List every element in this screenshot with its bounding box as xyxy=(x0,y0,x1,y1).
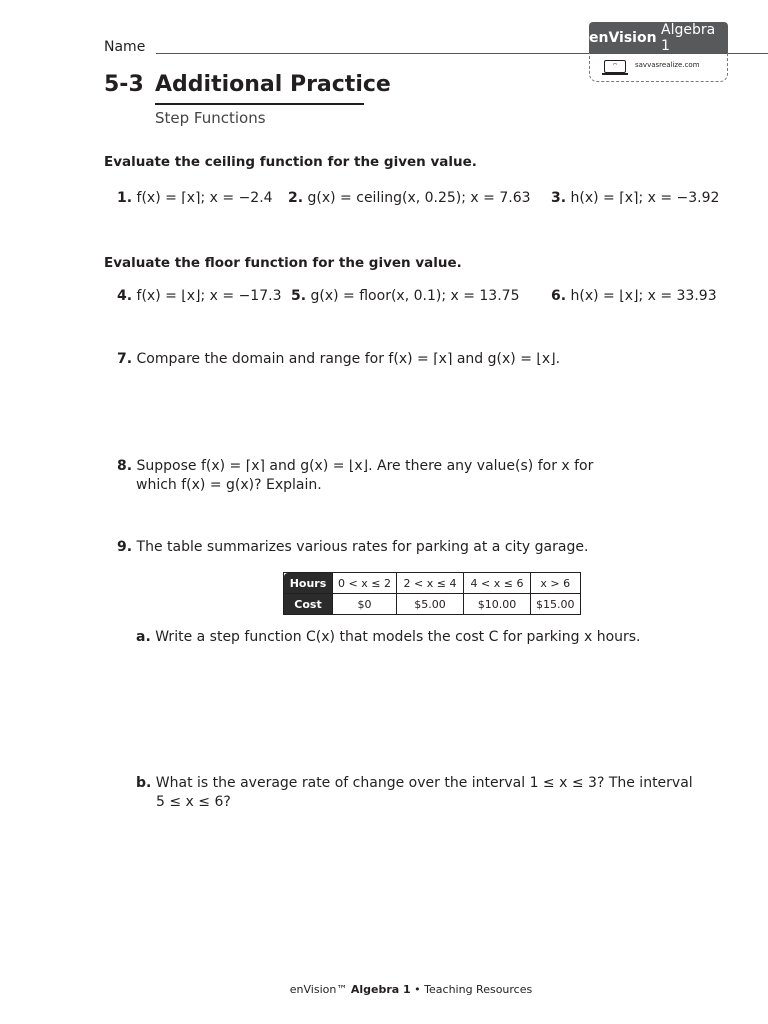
floor-section-heading: Evaluate the floor function for the given value. xyxy=(104,255,462,271)
table-cell: x > 6 xyxy=(531,573,581,594)
problem-text: f(x) = ⌊x⌋; x = −17.3 xyxy=(136,288,282,304)
table-cell: $10.00 xyxy=(464,594,531,615)
savvas-url[interactable]: savvasrealize.com xyxy=(635,61,700,69)
row-header-cost: Cost xyxy=(284,594,333,615)
table-cell: $15.00 xyxy=(531,594,581,615)
envision-brand-banner xyxy=(589,22,728,53)
table-cell: 4 < x ≤ 6 xyxy=(464,573,531,594)
problem-5 xyxy=(291,288,519,304)
problem-6 xyxy=(551,288,717,304)
part-text: Write a step function C(x) that models the cost C for parking x hours. xyxy=(155,629,641,645)
footer-product: Algebra 1 xyxy=(350,983,411,996)
problem-text: The table summarizes various rates for parking at a city garage. xyxy=(136,539,589,555)
problem-text: Compare the domain and range for f(x) = ⌈x⌉ and g(x) = ⌊x⌋. xyxy=(136,351,561,367)
brand-prefix: enVision xyxy=(589,29,657,46)
footer-resource: Teaching Resources xyxy=(424,983,533,996)
problem-text: g(x) = ceiling(x, 0.25); x = 7.63 xyxy=(307,190,531,206)
problem-number: 7. xyxy=(117,351,133,367)
table-row xyxy=(284,573,581,594)
brand-suffix: Algebra 1 xyxy=(661,21,716,54)
problem-text: g(x) = floor(x, 0.1); x = 13.75 xyxy=(310,288,520,304)
table-cell: $5.00 xyxy=(397,594,464,615)
problem-number: 4. xyxy=(117,288,133,304)
problem-7 xyxy=(117,351,560,367)
table-row xyxy=(284,594,581,615)
problem-text: f(x) = ⌈x⌉; x = −2.4 xyxy=(136,190,273,206)
problem-text: h(x) = ⌈x⌉; x = −3.92 xyxy=(570,190,720,206)
problem-4 xyxy=(117,288,281,304)
table-cell: 0 < x ≤ 2 xyxy=(333,573,397,594)
problem-number: 5. xyxy=(291,288,307,304)
problem-number: 9. xyxy=(117,539,133,555)
problem-text: h(x) = ⌊x⌋; x = 33.93 xyxy=(570,288,717,304)
part-label: b. xyxy=(136,775,152,791)
title-underline xyxy=(155,103,364,105)
problem-9a xyxy=(136,629,641,645)
page-footer xyxy=(0,983,768,996)
part-text-line1: What is the average rate of change over the interval 1 ≤ x ≤ 3? The interval xyxy=(155,775,693,791)
problem-text-line1: Suppose f(x) = ⌈x⌉ and g(x) = ⌊x⌋. Are there any value(s) for x for xyxy=(136,458,594,474)
problem-number: 3. xyxy=(551,190,567,206)
lesson-number: 5-3 xyxy=(104,72,144,97)
part-label: a. xyxy=(136,629,151,645)
table-cell: $0 xyxy=(333,594,397,615)
problem-2 xyxy=(288,190,531,206)
ceiling-section-heading: Evaluate the ceiling function for the given value. xyxy=(104,154,477,170)
laptop-icon: ⌔ xyxy=(604,60,626,73)
footer-separator: • xyxy=(414,983,421,996)
footer-brand: enVision™ xyxy=(289,983,348,996)
table-cell: 2 < x ≤ 4 xyxy=(397,573,464,594)
problem-9b xyxy=(136,775,693,791)
problem-9 xyxy=(117,539,588,555)
parking-rates-table xyxy=(283,572,581,615)
problem-1 xyxy=(117,190,273,206)
problem-number: 6. xyxy=(551,288,567,304)
lesson-subtitle: Step Functions xyxy=(155,109,266,127)
name-label: Name xyxy=(104,39,146,55)
problem-number: 2. xyxy=(288,190,304,206)
problem-number: 1. xyxy=(117,190,133,206)
problem-8-line2: which f(x) = g(x)? Explain. xyxy=(136,477,322,493)
problem-8 xyxy=(117,458,593,474)
problem-number: 8. xyxy=(117,458,133,474)
row-header-hours: Hours xyxy=(284,573,333,594)
problem-3 xyxy=(551,190,719,206)
lesson-title: Additional Practice xyxy=(155,72,391,97)
problem-9b-line2: 5 ≤ x ≤ 6? xyxy=(156,794,231,810)
